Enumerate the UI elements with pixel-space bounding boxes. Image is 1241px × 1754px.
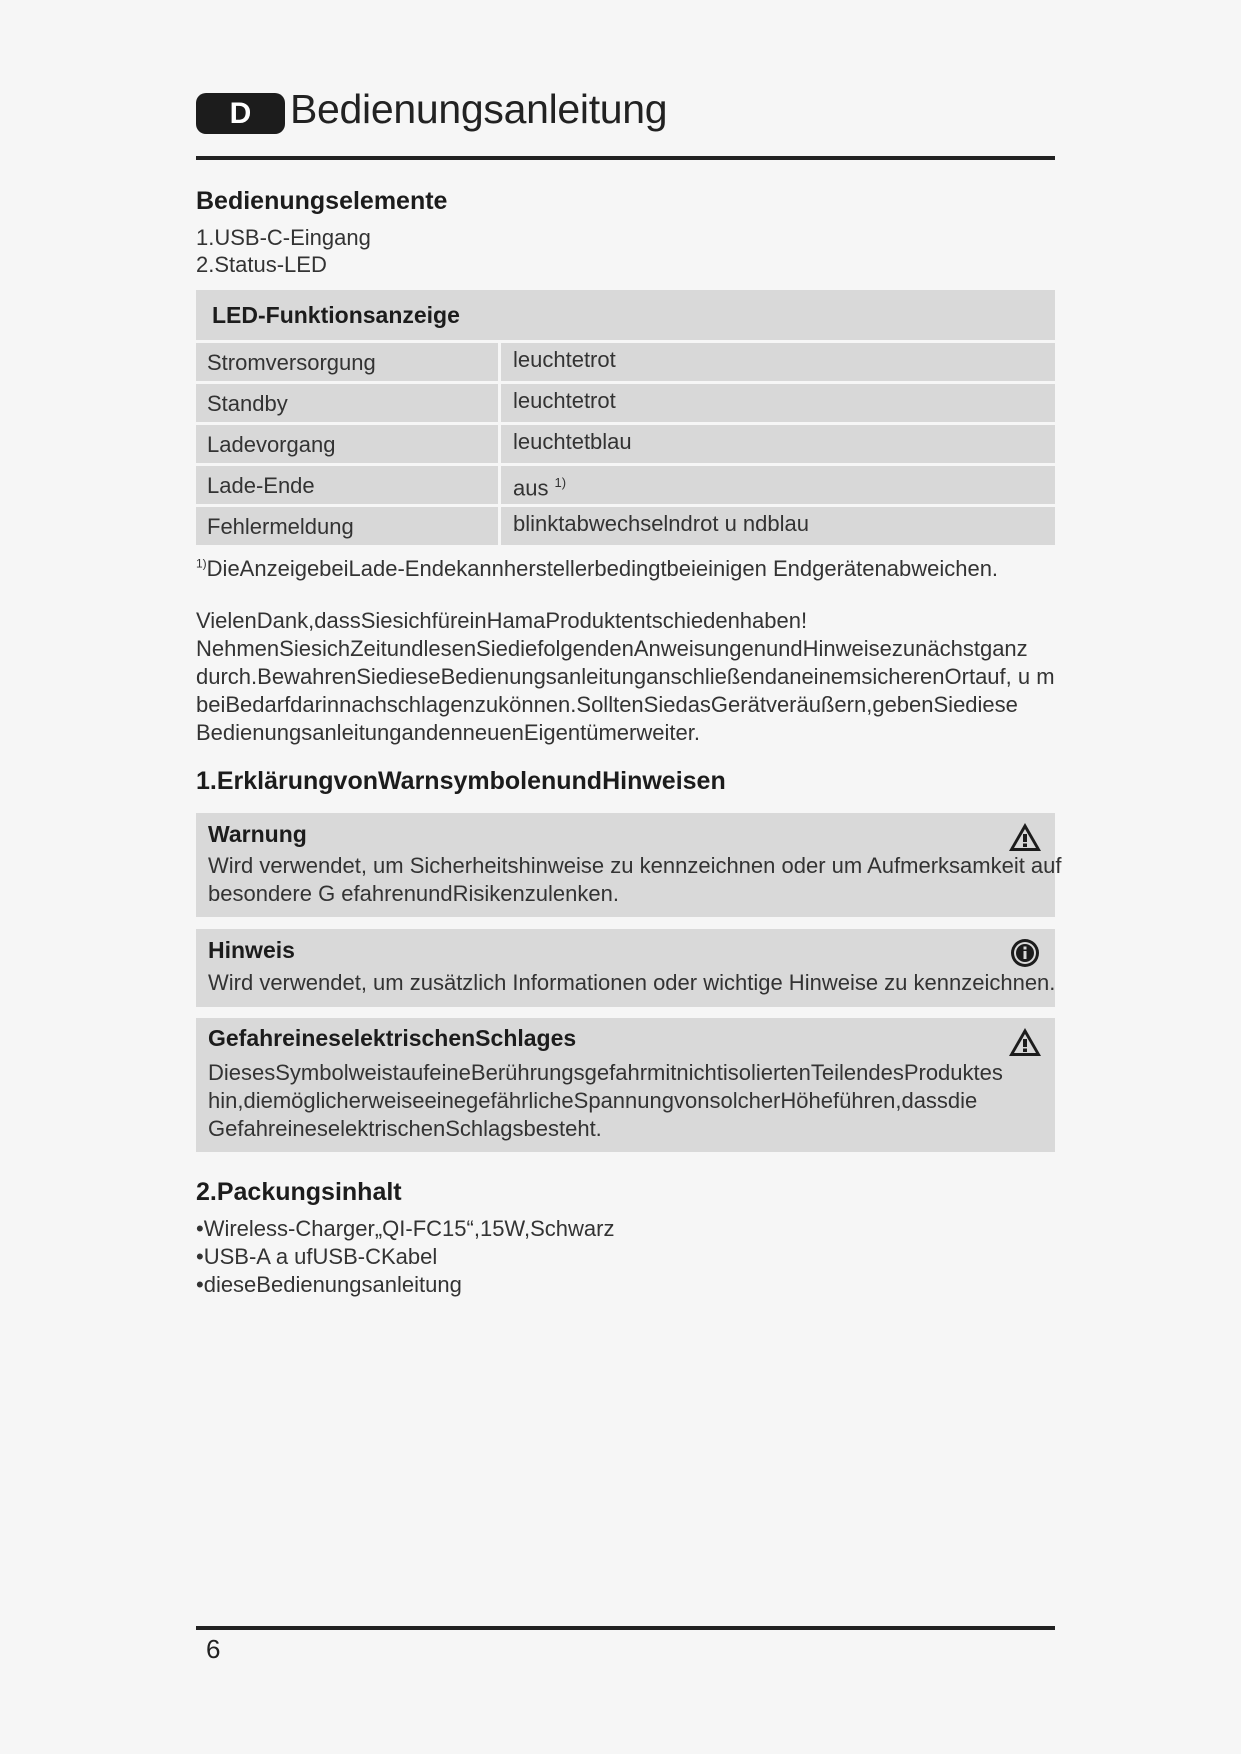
- intro-line: BedienungsanleitungandenneuenEigentümerweiter.: [196, 720, 700, 745]
- document-title: Bedienungsanleitung: [290, 86, 668, 132]
- intro-line: VielenDank,dassSiesichfüreinHamaProduktentschiedenhaben!: [196, 608, 808, 633]
- section2-heading: 2.Packungsinhalt: [196, 1178, 402, 1206]
- led-display-text: leuchtetblau: [513, 429, 632, 454]
- note-box: [196, 929, 1055, 1007]
- led-display-text: leuchtetrot: [513, 388, 616, 413]
- footnote-marker: 1): [554, 475, 567, 490]
- table-row: [196, 466, 1055, 507]
- led-display-cell: [501, 384, 1055, 422]
- led-display-text: leuchtetrot: [513, 347, 616, 372]
- warning-triangle-icon: [1007, 821, 1043, 853]
- package-item: •dieseBedienungsanleitung: [196, 1272, 462, 1297]
- warning-line: Wird verwendet, um Sicherheitshinweise zu kennzeichnen oder um Aufmerksamkeit auf: [208, 853, 1062, 878]
- table-row: [196, 384, 1055, 425]
- section1-heading: 1.ErklärungvonWarnsymbolenundHinweisen: [196, 767, 726, 795]
- intro-line: beiBedarfdarinnachschlagenzukönnen.SolltenSiedasGerätveräußern,gebenSiediese: [196, 692, 1018, 717]
- footnote-mark: 1): [196, 556, 207, 571]
- controls-item-2: 2.Status-LED: [196, 252, 327, 277]
- table-row: [196, 507, 1055, 548]
- package-item: •USB-A a ufUSB-CKabel: [196, 1244, 438, 1269]
- intro-line: NehmenSiesichZeitundlesenSiediefolgendenAnweisungenundHinweisezunächstganz: [196, 636, 1028, 661]
- controls-heading: Bedienungselemente: [196, 187, 448, 215]
- led-display-text: blinktabwechselndrot u ndblau: [513, 511, 809, 536]
- footnote-text: DieAnzeigebeiLade-Endekannherstellerbedingtbeieinigen Endgerätenabweichen.: [206, 556, 999, 581]
- led-display-text: aus: [513, 475, 549, 501]
- led-display-cell: [501, 466, 1055, 504]
- table-row: [196, 425, 1055, 466]
- led-state-cell: Standby: [196, 384, 501, 422]
- warning-line: besondere G efahrenundRisikenzulenken.: [208, 881, 619, 906]
- info-circle-icon: [1007, 937, 1043, 969]
- table-row: [196, 343, 1055, 384]
- led-table-heading: LED-Funktionsanzeige: [196, 290, 1055, 343]
- led-footnote: [196, 556, 998, 582]
- controls-item-1: 1.USB-C-Eingang: [196, 225, 371, 250]
- shock-line: hin,diemöglicherweiseeinegefährlicheSpannungvonsolcherHöheführen,dassdie: [208, 1088, 978, 1113]
- led-display-cell: [501, 343, 1055, 381]
- led-display-cell: [501, 507, 1055, 545]
- led-state-cell: Ladevorgang: [196, 425, 501, 463]
- led-state-cell: Stromversorgung: [196, 343, 501, 381]
- shock-title: GefahreineselektrischenSchlages: [208, 1025, 577, 1051]
- warning-title: Warnung: [208, 821, 307, 847]
- shock-line: GefahreineselektrischenSchlagsbesteht.: [208, 1116, 602, 1141]
- language-badge: D: [196, 93, 285, 134]
- note-line: Wird verwendet, um zusätzlich Informationen oder wichtige Hinweise zu kennzeichnen.: [208, 970, 1056, 995]
- led-state-cell: Lade-Ende: [196, 466, 501, 504]
- warning-triangle-icon: [1007, 1026, 1043, 1058]
- intro-line: durch.BewahrenSiedieseBedienungsanleitunganschließendaneinemsicherenOrtauf, u m: [196, 664, 1055, 689]
- package-item: •Wireless-Charger„QI-FC15“,15W,Schwarz: [196, 1216, 615, 1241]
- shock-line: DiesesSymbolweistaufeineBerührungsgefahrmitnichtisoliertenTeilendesProduktes: [208, 1060, 1003, 1085]
- page-number: 6: [206, 1634, 221, 1664]
- footer-rule: [196, 1626, 1055, 1630]
- led-state-cell: Fehlermeldung: [196, 507, 501, 545]
- warning-box: [196, 813, 1062, 917]
- header-rule: [196, 156, 1055, 160]
- led-display-cell: [501, 425, 1055, 463]
- note-title: Hinweis: [208, 937, 295, 963]
- shock-warning-box: [196, 1018, 1055, 1152]
- led-function-table: [196, 290, 1055, 548]
